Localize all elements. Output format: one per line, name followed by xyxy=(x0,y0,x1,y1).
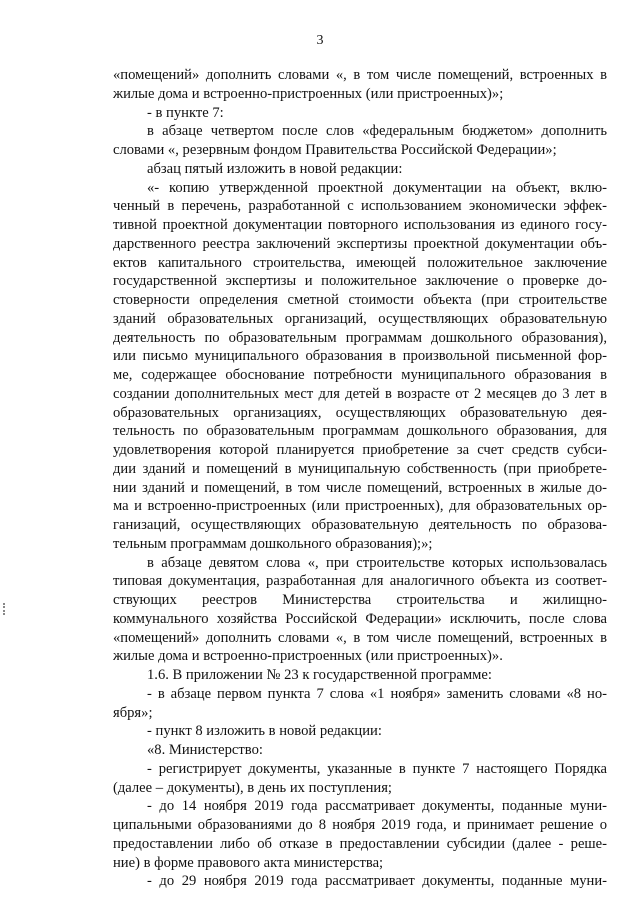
text-line: жилые дома и встроенно-пристроенных (или пристроенных)»; xyxy=(113,85,504,102)
text-line: нии зданий и помещений, в том числе помещений, встроенных в жилые до- xyxy=(113,479,607,496)
text-line: предоставлении либо об отказе в предоставлении субсидии (далее - реше- xyxy=(113,835,607,852)
text-line: удовлетворения которой планируется приобретение за счет средств субси- xyxy=(113,442,607,458)
text-line: или письмо муниципального образования в произвольной письменной фор- xyxy=(113,348,607,365)
text-line: жилые дома и встроенно-пристроенных (или пристроенных)». xyxy=(113,648,503,665)
text-line: типовая документация, разработанная для аналогичного объекта из соответ- xyxy=(113,573,607,590)
text-line: зданий образовательных организаций, осуществляющих образовательную xyxy=(113,310,607,327)
text-line: образовательных организациях, осуществляющих образовательную дея- xyxy=(113,404,607,421)
text-line: словами «, резервным фондом Правительства Российской Федерации»; xyxy=(113,142,557,158)
text-line: тельность по образовательным программам дошкольного образования, для xyxy=(113,423,607,440)
text-line: тивной проектной документации повторного использования из единого госу- xyxy=(113,217,607,233)
text-line: деятельность по образовательным программам дошкольного образования), xyxy=(113,329,607,346)
text-line: - пункт 8 изложить в новой редакции: xyxy=(147,723,382,740)
margin-mark xyxy=(3,603,7,615)
text-line: в абзаце девятом слова «, при строительстве которых использовалась xyxy=(147,554,607,571)
text-line: «помещений» дополнить словами «, в том числе помещений, встроенных в xyxy=(113,629,607,646)
text-line: - в пункте 7: xyxy=(147,104,224,121)
text-line: 1.6. В приложении № 23 к государственной программе: xyxy=(147,667,492,683)
text-line: тельным программам дошкольного образования);»; xyxy=(113,535,433,552)
text-line: государственной экспертизы и положительное заключение о проверке до- xyxy=(113,273,607,290)
text-line: создании дополнительных мест для детей в возрасте от 2 месяцев до 3 лет в xyxy=(113,385,607,402)
text-line: абзац пятый изложить в новой редакции: xyxy=(147,160,403,177)
text-line: ствующих реестров Министерства строительства и жилищно- xyxy=(113,592,607,608)
text-line: ганизаций, осуществляющих образовательную деятельность по образова- xyxy=(113,517,607,533)
text-line: ципальными образованиями до 8 ноября 2019 года, и принимает решение о xyxy=(113,817,607,833)
text-line: (далее – документы), в день их поступления; xyxy=(113,779,392,796)
text-line: коммунального хозяйства Российской Федерации» исключить, после слова xyxy=(113,610,607,627)
text-line: дарственного реестра заключений экспертизы проектной документации объ- xyxy=(113,235,607,252)
text-line: дии зданий и помещений в муниципальную собственность (при приобрете- xyxy=(113,460,607,477)
text-line: ме, содержащее обоснование потребности муниципального образования в xyxy=(113,367,607,383)
text-line: - регистрирует документы, указанные в пункте 7 настоящего Порядка xyxy=(147,760,607,777)
text-line: в абзаце четвертом после слов «федеральным бюджетом» дополнить xyxy=(147,123,607,140)
page-number: 3 xyxy=(316,33,324,48)
text-line: - до 29 ноября 2019 года рассматривает документы, поданные муни- xyxy=(147,873,607,890)
text-line: ченный в перечень, разработанной с использованием экономически эффек- xyxy=(113,198,607,215)
text-line: ние) в форме правового акта министерства; xyxy=(113,854,384,871)
text-line: - до 14 ноября 2019 года рассматривает документы, поданные муни- xyxy=(147,798,607,815)
text-line: ября»; xyxy=(113,704,153,721)
text-line: «- копию утвержденной проектной документации на объект, вклю- xyxy=(147,179,607,196)
text-line: ма и встроенно-пристроенных (или пристроенных), для образовательных ор- xyxy=(113,498,607,515)
text-line: «помещений» дополнить словами «, в том числе помещений, встроенных в xyxy=(113,67,607,83)
text-line: «8. Министерство: xyxy=(147,742,263,758)
text-line: - в абзаце первом пункта 7 слова «1 ноября» заменить словами «8 но- xyxy=(147,685,607,702)
text-line: ектов капитального строительства, имеющей положительное заключение xyxy=(113,254,607,271)
text-line: стоверности определения сметной стоимости объекта (при строительстве xyxy=(113,292,607,308)
